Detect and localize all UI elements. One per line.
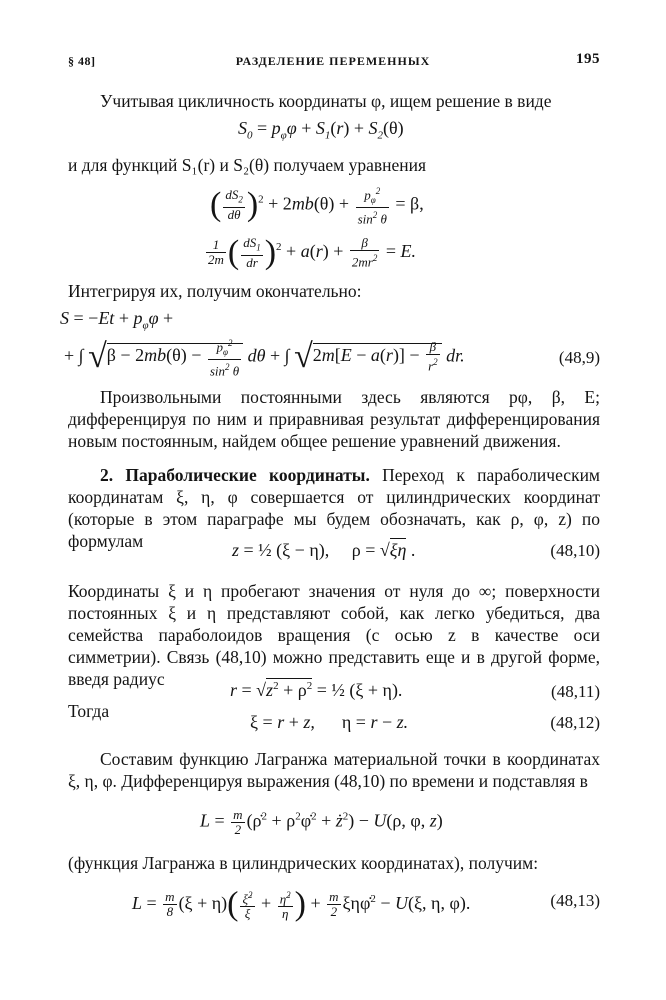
equation-number-48-11: (48,11) [551, 682, 600, 701]
paragraph-integrating: Интегрируя их, получим окончательно: [68, 281, 362, 301]
equation-lagrange-cyl: L = $\frac{m}{2}$ (ρ̇$^2$ + $\rho^2\varphi̇^2$ + $ż^2) - U(\rho$, φ, z) [200, 807, 443, 837]
equation-number-48-13: (48,13) [550, 891, 600, 910]
running-title: РАЗДЕЛЕНИЕ ПЕРЕМЕННЫХ [235, 54, 431, 68]
paragraph-lagrange: Составим функцию Лагранжа материальной точки в координатах ξ, η, φ. Дифференцируя выражения (48,10) по времени и подставляя в [68, 749, 600, 791]
paragraph-cylindrical-note: (функция Лагранжа в цилиндрических координатах), получим: [68, 853, 539, 873]
equation-s-line1: $S = -Et + p_\varphi\varphi$ + [60, 308, 174, 332]
subsection-text: Переход к параболическим координатам ξ, η, φ совершается от цилиндрических координат (которые в этом параграфе мы будем обозначать, как ρ, φ, z) по формулам [68, 465, 601, 551]
equation-radius: $r = √z^2 + \rho^2$ = ½ (ξ + η). [230, 680, 403, 700]
equation-r: $\frac{1}{2m}$ ( $\frac{dS_1}{dr}$ )$^2$ + a(r) + $\frac{\beta}{2mr^2}$ = E. [208, 233, 416, 271]
equation-s0: $S_0 = p_\varphi\varphi + S_1(r) + S_2(\theta)$ [238, 118, 404, 142]
section-marker: § 48] [68, 54, 96, 68]
page-number: 195 [576, 51, 600, 67]
equation-number-48-10: (48,10) [550, 541, 600, 560]
equation-z-rho: z = ½ (ξ − η), ρ = √ξη . [232, 540, 416, 560]
subsection-heading: 2. Параболические координаты. [100, 465, 370, 485]
paragraph-constants: Произвольными постоянными здесь являются pφ, β, E; дифференцируя по ним и приравнивая результат дифференцирования новым постоянным, найдем общее решение уравнений движения. [68, 387, 600, 451]
equation-number-48-9: (48,9) [558, 348, 600, 367]
paragraph-parabolic [68, 464, 600, 552]
equation-lagrange-parabolic: L = $\frac{m}{8}$ (ξ + η)( $\frac{\xi̇^2}{\xi}$ + $\frac{\etȧ^2}{\eta}$ ) + $\frac{m}{2}$ ξηφ̇$^2$ − U(ξ, η, φ). [132, 885, 471, 923]
equation-xi-eta: ξ = r + z, η = r − z. [250, 712, 409, 732]
equation-theta: ( $\frac{dS_2}{d\theta}$ )$^2$ + 2mb(θ) + $\frac{p_\varphi^2}{\sin^2 \theta}$ = β, [210, 186, 424, 227]
paragraph-functions: и для функций S₁(r) и S₂(θ) получаем уравнения [68, 155, 427, 175]
equation-s-line2: + ∫ √β − 2mb(θ) − $\frac{p_\varphi^2}{\sin^2 \theta}$ dθ + ∫ √2m[E − a(r)] − $\frac{\beta}{r^2}$ dr. [64, 338, 465, 379]
paragraph-coordinates-range: Координаты ξ и η пробегают значения от нуля до ∞; поверхности постоянных ξ и η представляют собой, как легко убедиться, два семейства параболоидов вращения (с осью z в качестве оси симметрии). Связь (48,10) можно представить еще и в другой форме, введя радиус [68, 581, 600, 689]
word-then: Тогда [68, 701, 110, 721]
paragraph-cyclicity: Учитывая цикличность координаты φ, ищем решение в виде [100, 91, 552, 111]
equation-number-48-12: (48,12) [550, 713, 600, 732]
